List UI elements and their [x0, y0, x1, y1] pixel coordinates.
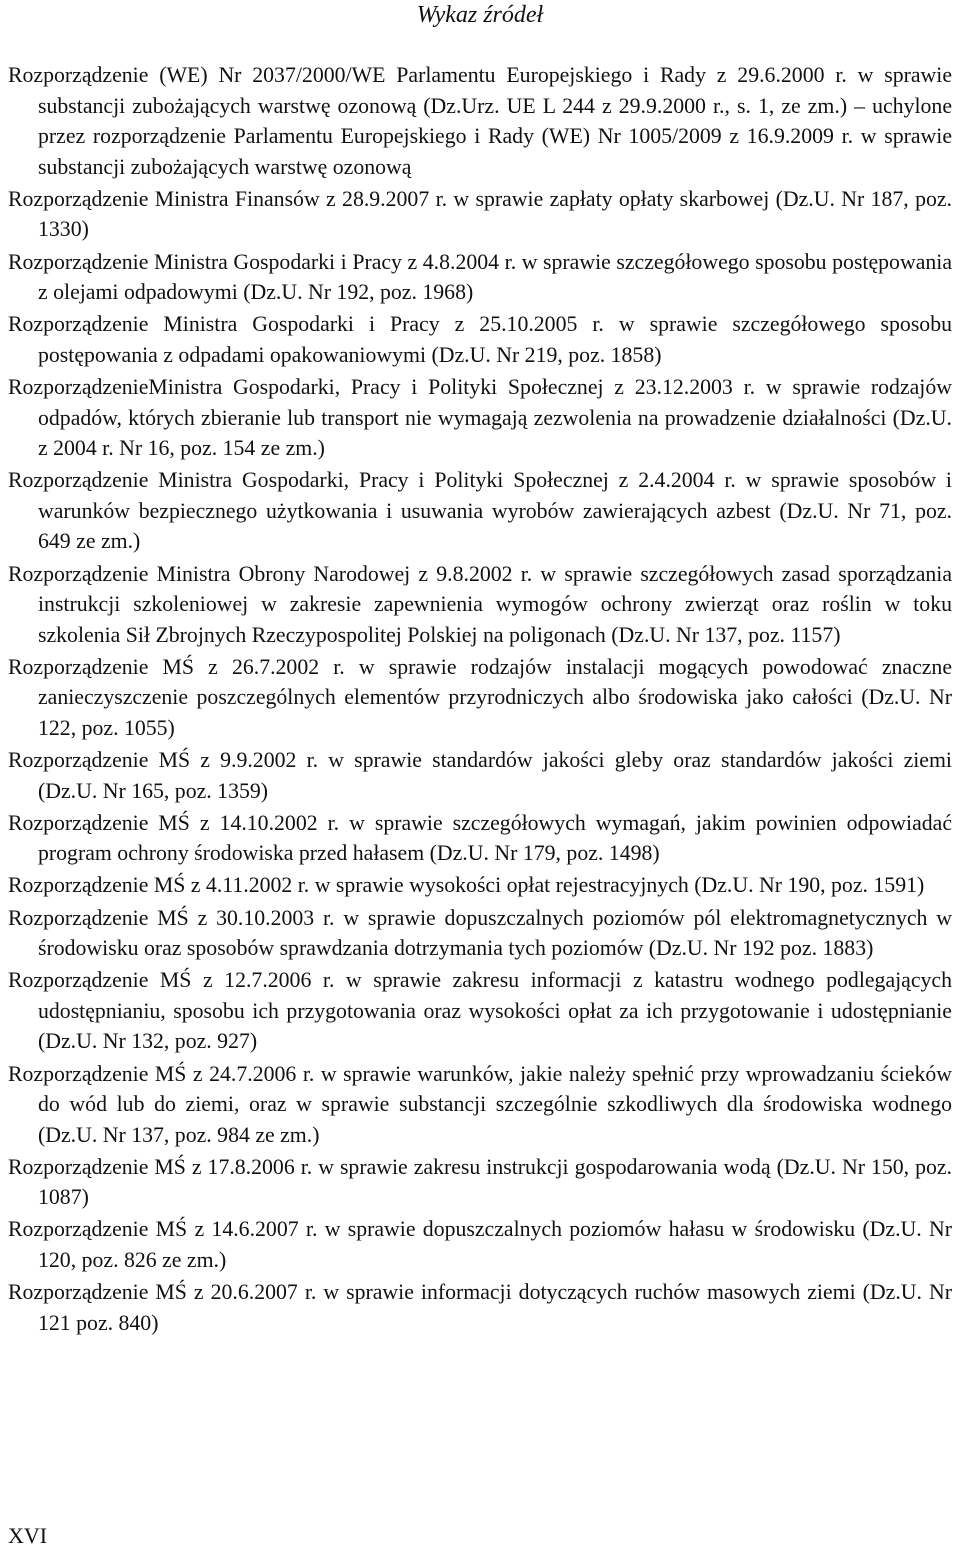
source-entry: Rozporządzenie MŚ z 26.7.2002 r. w sprawie rodzajów instalacji mogących powodować znaczne zanieczyszczenie poszczególnych elementów przyrodniczych albo środowiska jako całości (Dz.U. Nr 122, poz. 1055) — [8, 654, 952, 740]
source-entry: Rozporządzenie MŚ z 14.6.2007 r. w sprawie dopuszczalnych poziomów hałasu w środowisku (Dz.U. Nr 120, poz. 826 ze zm.) — [8, 1217, 952, 1273]
source-entry: Rozporządzenie MŚ z 30.10.2003 r. w sprawie dopuszczalnych poziomów pól elektromagnetycznych w środowisku oraz sposobów sprawdzania dotrzymania tych poziomów (Dz.U. Nr 192 poz. 1883) — [8, 905, 952, 961]
source-entry: Rozporządzenie Ministra Obrony Narodowej z 9.8.2002 r. w sprawie szczegółowych zasad sporządzania instrukcji szkoleniowej w zakresie zapewnienia wymogów ochrony zwierząt oraz roślin w toku szkolenia Sił Zbrojnych Rzeczypospolitej Polskiej na poligonach (Dz.U. Nr 137, poz. 1157) — [8, 561, 952, 647]
source-entry: Rozporządzenie MŚ z 20.6.2007 r. w sprawie informacji dotyczących ruchów masowych ziemi (Dz.U. Nr 121 poz. 840) — [8, 1280, 952, 1335]
source-entry: RozporządzenieMinistra Gospodarki, Pracy i Polityki Społecznej z 23.12.2003 r. w sprawie rodzajów odpadów, których zbieranie lub transport nie wymagają zezwolenia na prowadzenie działalności (Dz.U. z 2004 r. Nr 16, poz. 154 ze zm.) — [8, 374, 952, 461]
source-entry: Rozporządzenie MŚ z 9.9.2002 r. w sprawie standardów jakości gleby oraz standardów jakości ziemi (Dz.U. Nr 165, poz. 1359) — [8, 748, 952, 803]
source-entry: Rozporządzenie Ministra Gospodarki i Pracy z 25.10.2005 r. w sprawie szczegółowego sposobu postępowania z odpadami opakowaniowymi (Dz.U. Nr 219, poz. 1858) — [8, 312, 952, 367]
source-entry: Rozporządzenie Ministra Gospodarki, Pracy i Polityki Społecznej z 2.4.2004 r. w sprawie sposobów i warunków bezpiecznego użytkowania i usuwania wyrobów zawierających azbest (Dz.U. Nr 71, poz. 649 ze zm.) — [8, 468, 952, 554]
sources-list — [8, 60, 952, 1340]
source-entry: Rozporządzenie (WE) Nr 2037/2000/WE Parlamentu Europejskiego i Rady z 29.6.2000 r. w sprawie substancji zubożających warstwę ozonową (Dz.Urz. UE L 244 z 29.9.2000 r., s. 1, ze zm.) – uchylone przez rozporządzenie Parlamentu Europejskiego i Rady (WE) Nr 1005/2009 z 16.9.2009 r. w sprawie substancji zubożających warstwę ozonową — [8, 63, 952, 179]
page-number: XVI — [8, 1523, 48, 1548]
page-header: Wykaz źródeł — [416, 2, 544, 28]
source-entry: Rozporządzenie MŚ z 12.7.2006 r. w sprawie zakresu informacji z katastru wodnego podlegających udostępnianiu, sposobu ich przygotowania oraz wysokości opłat za ich przygotowanie i udostępnianie (Dz.U. Nr 132, poz. 927) — [8, 968, 952, 1054]
source-entry: Rozporządzenie MŚ z 24.7.2006 r. w sprawie warunków, jakie należy spełnić przy wprowadzaniu ścieków do wód lub do ziemi, oraz w sprawie substancji szczególnie szkodliwych dla środowiska wodnego (Dz.U. Nr 137, poz. 984 ze zm.) — [8, 1061, 952, 1147]
source-entry: Rozporządzenie MŚ z 17.8.2006 r. w sprawie zakresu instrukcji gospodarowania wodą (Dz.U. Nr 150, poz. 1087) — [8, 1154, 952, 1210]
source-entry: Rozporządzenie Ministra Gospodarki i Pracy z 4.8.2004 r. w sprawie szczegółowego sposobu postępowania z olejami odpadowymi (Dz.U. Nr 192, poz. 1968) — [8, 249, 952, 305]
source-entry: Rozporządzenie MŚ z 14.10.2002 r. w sprawie szczegółowych wymagań, jakim powinien odpowiadać program ochrony środowiska przed hałasem (Dz.U. Nr 179, poz. 1498) — [8, 810, 952, 866]
source-entry: Rozporządzenie Ministra Finansów z 28.9.2007 r. w sprawie zapłaty opłaty skarbowej (Dz.U. Nr 187, poz. 1330) — [8, 186, 952, 242]
source-entry: Rozporządzenie MŚ z 4.11.2002 r. w sprawie wysokości opłat rejestracyjnych (Dz.U. Nr 190, poz. 1591) — [8, 873, 925, 898]
